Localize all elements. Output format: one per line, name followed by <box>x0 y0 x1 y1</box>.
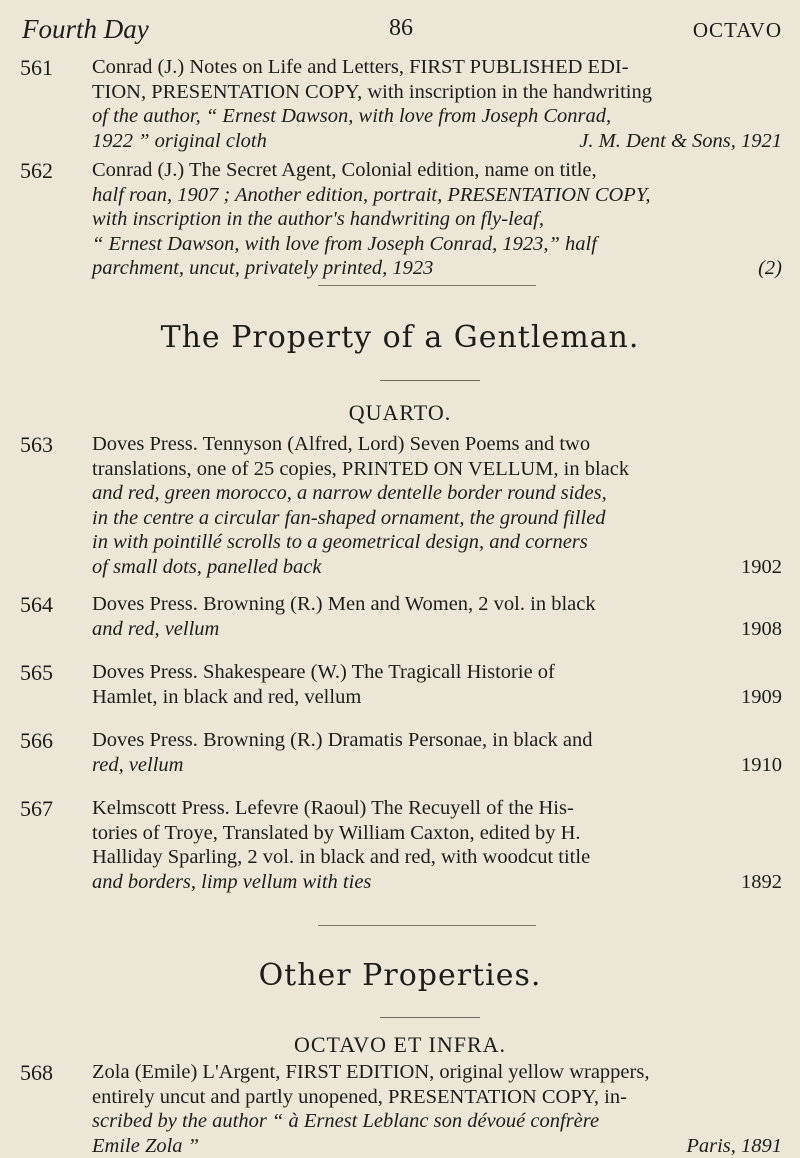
lot-line: and red, green morocco, a narrow dentelle border round sides, <box>92 481 782 506</box>
section-subtitle-quarto: QUARTO. <box>0 400 800 426</box>
lot-565 <box>20 660 782 709</box>
lot-line: tories of Troye, Translated by William Caxton, edited by H. <box>92 821 782 846</box>
lot-line: Hamlet, in black and red, vellum 1909 <box>92 685 782 710</box>
lot-568 <box>20 1060 782 1158</box>
lot-number: 561 <box>20 55 53 81</box>
lot-line: of small dots, panelled back 1902 <box>92 555 782 580</box>
lot-number: 564 <box>20 592 53 618</box>
title-underline <box>380 1017 480 1018</box>
lot-line: Conrad (J.) Notes on Life and Letters, FIRST PUBLISHED EDI- <box>92 55 782 80</box>
section-divider <box>318 925 536 926</box>
lot-564 <box>20 592 782 641</box>
lot-566 <box>20 728 782 777</box>
lot-line: TION, PRESENTATION COPY, with inscription in the handwriting <box>92 80 782 105</box>
lot-line: of the author, “ Ernest Dawson, with love from Joseph Conrad, <box>92 104 782 129</box>
lot-description <box>92 55 782 153</box>
lot-line: Emile Zola ” Paris, 1891 <box>92 1134 782 1158</box>
lot-number: 566 <box>20 728 53 754</box>
lot-line: Zola (Emile) L'Argent, FIRST EDITION, original yellow wrappers, <box>92 1060 782 1085</box>
lot-563 <box>20 432 782 579</box>
lot-line: Halliday Sparling, 2 vol. in black and red, with woodcut title <box>92 845 782 870</box>
lot-line: translations, one of 25 copies, PRINTED ON VELLUM, in black <box>92 457 782 482</box>
lot-line: with inscription in the author's handwriting on fly-leaf, <box>92 207 782 232</box>
title-underline <box>380 380 480 381</box>
lot-line: red, vellum 1910 <box>92 753 782 778</box>
lot-line: Conrad (J.) The Secret Agent, Colonial edition, name on title, <box>92 158 782 183</box>
lot-line: and red, vellum 1908 <box>92 617 782 642</box>
lot-line: Doves Press. Browning (R.) Men and Women, 2 vol. in black <box>92 592 782 617</box>
section-title-gentleman: The Property of a Gentleman. <box>0 320 800 355</box>
lot-description <box>92 1060 782 1158</box>
page-number: 86 <box>389 15 413 42</box>
lot-line: Doves Press. Tennyson (Alfred, Lord) Seven Poems and two <box>92 432 782 457</box>
lot-line: Kelmscott Press. Lefevre (Raoul) The Recuyell of the His- <box>92 796 782 821</box>
lot-line: in the centre a circular fan-shaped ornament, the ground filled <box>92 506 782 531</box>
lot-number: 563 <box>20 432 53 458</box>
page-header <box>22 14 782 54</box>
lot-567 <box>20 796 782 894</box>
lot-description <box>92 432 782 579</box>
lot-line: 1922 ” original cloth J. M. Dent & Sons, 1921 <box>92 129 782 154</box>
lot-description <box>92 592 782 641</box>
lot-number: 562 <box>20 158 53 184</box>
day-label: Fourth Day <box>22 14 149 45</box>
lot-line: in with pointillé scrolls to a geometrical design, and corners <box>92 530 782 555</box>
lot-line: Doves Press. Browning (R.) Dramatis Personae, in black and <box>92 728 782 753</box>
lot-line: entirely uncut and partly unopened, PRESENTATION COPY, in- <box>92 1085 782 1110</box>
lot-line: and borders, limp vellum with ties 1892 <box>92 870 782 895</box>
lot-description <box>92 728 782 777</box>
lot-line: half roan, 1907 ; Another edition, portrait, PRESENTATION COPY, <box>92 183 782 208</box>
lot-562 <box>20 158 782 281</box>
format-label: OCTAVO <box>693 18 782 43</box>
section-divider <box>318 285 536 286</box>
lot-description <box>92 796 782 894</box>
section-subtitle-octavo: OCTAVO ET INFRA. <box>0 1032 800 1058</box>
lot-description <box>92 660 782 709</box>
lot-line: scribed by the author “ à Ernest Leblanc son dévoué confrère <box>92 1109 782 1134</box>
lot-number: 565 <box>20 660 53 686</box>
lot-line: parchment, uncut, privately printed, 1923 (2) <box>92 256 782 281</box>
section-title-other: Other Properties. <box>0 958 800 993</box>
lot-number: 568 <box>20 1060 53 1086</box>
lot-line: “ Ernest Dawson, with love from Joseph Conrad, 1923,” half <box>92 232 782 257</box>
lot-line: Doves Press. Shakespeare (W.) The Tragicall Historie of <box>92 660 782 685</box>
lot-561 <box>20 55 782 153</box>
lot-description <box>92 158 782 281</box>
lot-number: 567 <box>20 796 53 822</box>
